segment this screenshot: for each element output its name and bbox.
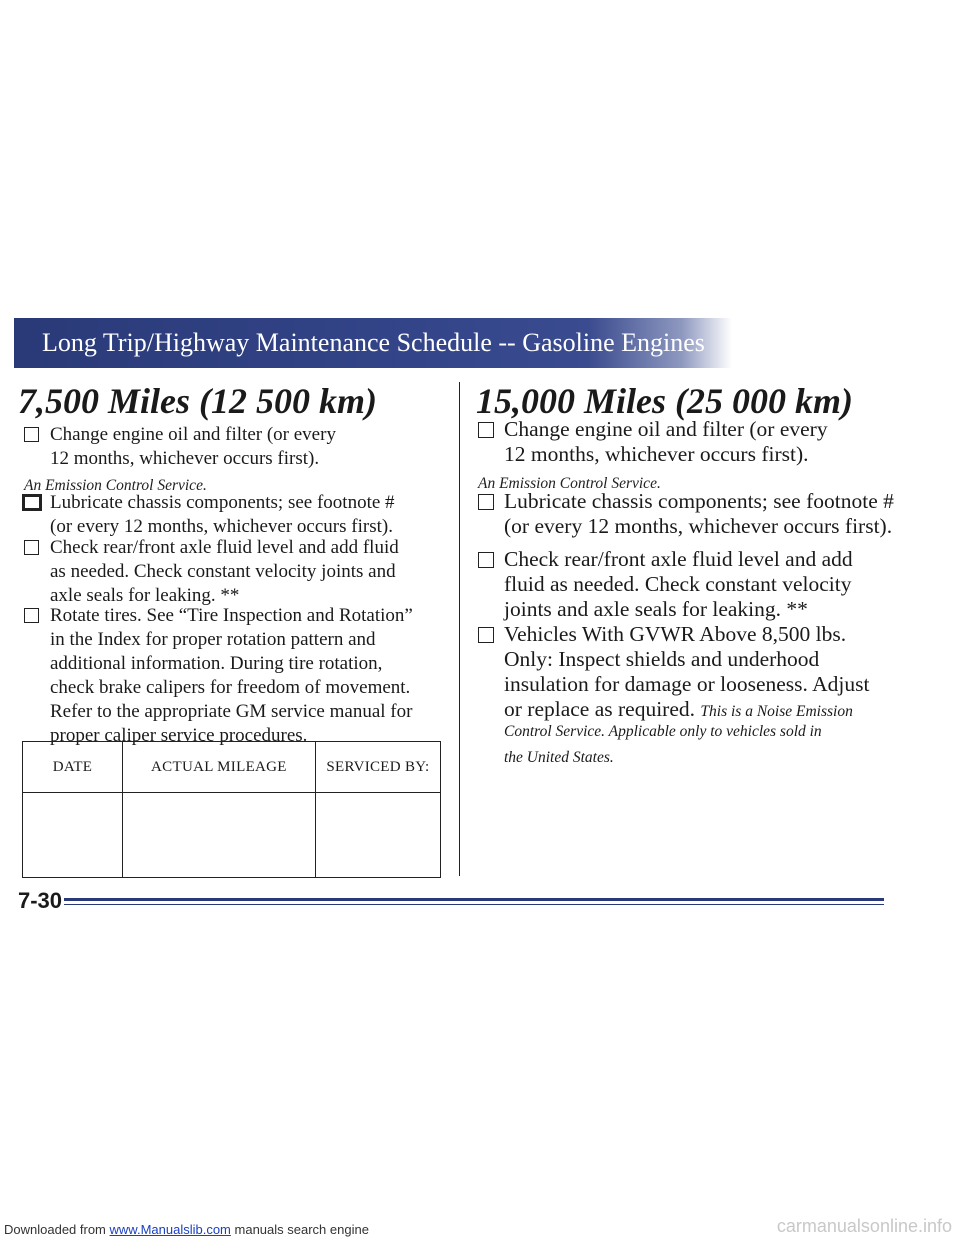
item-line: (or every 12 months, whichever occurs first). bbox=[504, 514, 893, 538]
item-line: fluid as needed. Check constant velocity bbox=[504, 572, 852, 596]
item-line: proper caliper service procedures. bbox=[50, 725, 308, 746]
checkbox-icon[interactable] bbox=[24, 608, 39, 623]
table-row bbox=[23, 793, 441, 878]
item-line: Change engine oil and filter (or every bbox=[50, 424, 336, 445]
item-line: as needed. Check constant velocity joints and bbox=[50, 561, 396, 582]
checkbox-icon[interactable] bbox=[24, 427, 39, 442]
left-item-3 bbox=[24, 536, 454, 608]
mileage-cell[interactable] bbox=[122, 793, 315, 878]
table-header-mileage: ACTUAL MILEAGE bbox=[122, 742, 315, 793]
footer-rule bbox=[64, 898, 884, 901]
item-line: Check rear/front axle fluid level and add bbox=[504, 547, 853, 571]
checkbox-icon[interactable] bbox=[24, 540, 39, 555]
item-line: Change engine oil and filter (or every bbox=[504, 417, 828, 441]
item-line: check brake calipers for freedom of movement. bbox=[50, 677, 411, 698]
item-line: Vehicles With GVWR Above 8,500 lbs. bbox=[504, 622, 847, 646]
right-item-4 bbox=[478, 622, 948, 724]
item-note: An Emission Control Service. bbox=[24, 477, 207, 494]
item-line: Refer to the appropriate GM service manual for bbox=[50, 701, 413, 722]
section-banner: Long Trip/Highway Maintenance Schedule -- Gasoline Engines bbox=[14, 318, 732, 368]
item-line: joints and axle seals for leaking. ** bbox=[504, 597, 808, 621]
download-suffix: manuals search engine bbox=[234, 1222, 369, 1237]
item-inline-note: This is a Noise Emission bbox=[700, 703, 853, 720]
item-line: in the Index for proper rotation pattern and bbox=[50, 629, 376, 650]
note-line: Control Service. Applicable only to vehicles sold in bbox=[504, 723, 822, 740]
download-credit bbox=[4, 1222, 369, 1237]
date-cell[interactable] bbox=[23, 793, 123, 878]
serviced-by-cell[interactable] bbox=[315, 793, 440, 878]
left-item-1 bbox=[24, 423, 444, 496]
item-line: Rotate tires. See “Tire Inspection and Rotation” bbox=[50, 605, 413, 626]
item-line: 12 months, whichever occurs first). bbox=[50, 448, 320, 469]
footer-rule-thin bbox=[64, 904, 884, 905]
checkbox-icon[interactable] bbox=[478, 494, 494, 510]
item-line: Lubricate chassis components; see footnote # bbox=[50, 492, 395, 513]
left-item-2 bbox=[24, 491, 454, 539]
item-line: or replace as required. bbox=[504, 697, 696, 721]
watermark: carmanualsonline.info bbox=[776, 1216, 952, 1236]
right-item-2 bbox=[478, 489, 948, 539]
manualslib-link[interactable]: www.Manualslib.com bbox=[109, 1222, 231, 1237]
download-prefix: Downloaded from bbox=[4, 1222, 106, 1237]
column-divider bbox=[459, 382, 460, 876]
page-number: 7-30 bbox=[18, 888, 63, 913]
table-header-serviced-by: SERVICED BY: bbox=[315, 742, 440, 793]
item-line: 12 months, whichever occurs first). bbox=[504, 442, 809, 466]
item-line: Check rear/front axle fluid level and add fluid bbox=[50, 537, 399, 558]
note-line: the United States. bbox=[504, 749, 614, 766]
checkbox-icon[interactable] bbox=[22, 494, 42, 511]
item-line: additional information. During tire rotation, bbox=[50, 653, 383, 674]
item-line: insulation for damage or looseness. Adjust bbox=[504, 672, 870, 696]
left-section-title: 7,500 Miles (12 500 km) bbox=[18, 381, 377, 421]
right-item-4-note bbox=[504, 719, 944, 771]
checkbox-icon[interactable] bbox=[478, 552, 494, 568]
service-record-table bbox=[22, 741, 441, 878]
right-item-1 bbox=[478, 417, 938, 494]
checkbox-icon[interactable] bbox=[478, 627, 494, 643]
item-note: An Emission Control Service. bbox=[478, 475, 661, 492]
left-item-4 bbox=[24, 604, 454, 748]
right-section-title: 15,000 Miles (25 000 km) bbox=[476, 381, 853, 421]
right-item-3 bbox=[478, 547, 948, 622]
item-line: (or every 12 months, whichever occurs first). bbox=[50, 516, 393, 537]
item-line: Lubricate chassis components; see footnote # bbox=[504, 489, 894, 513]
table-header-date: DATE bbox=[23, 742, 123, 793]
item-line: Only: Inspect shields and underhood bbox=[504, 647, 820, 671]
checkbox-icon[interactable] bbox=[478, 422, 494, 438]
item-line: axle seals for leaking. ** bbox=[50, 585, 240, 606]
